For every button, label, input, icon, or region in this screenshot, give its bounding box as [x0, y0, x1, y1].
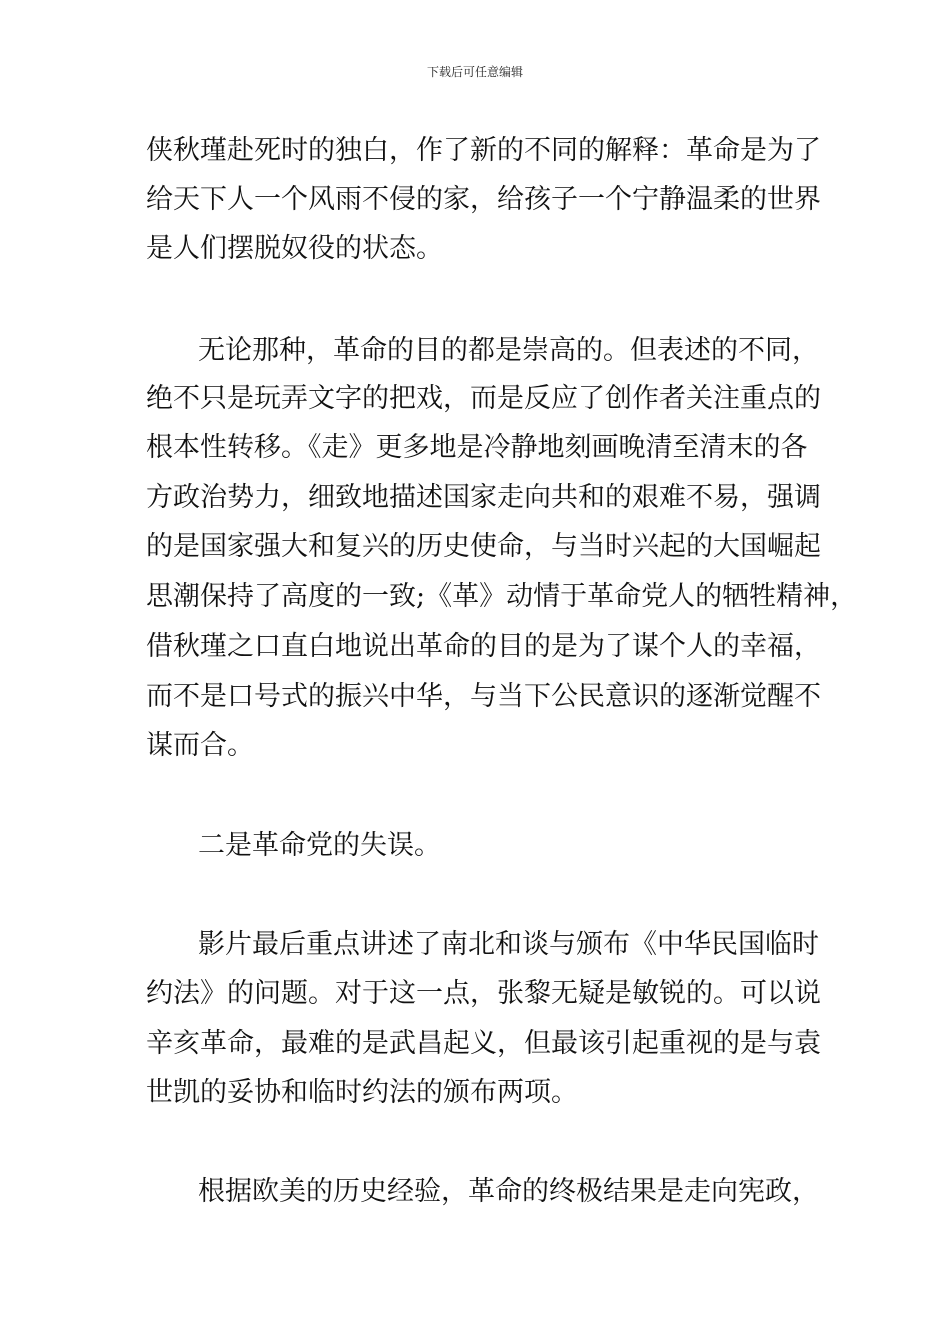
paragraph-4-line-2: 约法》的问题。对于这一点，张黎无疑是敏锐的。可以说 [146, 978, 821, 1009]
paragraph-2-line-1: 无论那种，革命的目的都是崇高的。但表述的不同， [198, 335, 819, 366]
paragraph-4-line-1: 影片最后重点讲述了南北和谈与颁布《中华民国临时 [198, 929, 819, 960]
page-header: 下载后可任意编辑 [426, 65, 523, 79]
paragraph-2-line-3: 根本性转移。《走》更多地是冷静地刻画晚清至清末的各 [146, 432, 808, 463]
paragraph-3-line-1: 二是革命党的失误。 [198, 830, 441, 861]
paragraph-2-line-6: 思潮保持了高度的一致;《革》动情于革命党人的牺牲精神， [146, 581, 858, 612]
paragraph-1-line-3: 是人们摆脱奴役的状态。 [146, 233, 443, 264]
paragraph-2-line-4: 方政治势力，细致地描述国家走向共和的艰难不易，强调 [146, 482, 821, 513]
paragraph-1-line-2: 给天下人一个风雨不侵的家，给孩子一个宁静温柔的世界 [146, 184, 821, 215]
paragraph-2-line-2: 绝不只是玩弄文字的把戏，而是反应了创作者关注重点的 [146, 383, 821, 414]
paragraph-4-line-4: 世凯的妥协和临时约法的颁布两项。 [146, 1077, 578, 1108]
paragraph-4-line-3: 辛亥革命，最难的是武昌起义，但最该引起重视的是与袁 [146, 1028, 821, 1059]
paragraph-2-line-7: 借秋瑾之口直白地说出革命的目的是为了谋个人的幸福， [146, 631, 821, 662]
paragraph-1-line-1: 侠秋瑾赴死时的独白，作了新的不同的解释：革命是为了 [146, 135, 821, 166]
paragraph-5-line-1: 根据欧美的历史经验，革命的终极结果是走向宪政， [198, 1176, 819, 1207]
paragraph-2-line-9: 谋而合。 [146, 730, 254, 761]
paragraph-2-line-5: 的是国家强大和复兴的历史使命，与当时兴起的大国崛起 [146, 531, 821, 562]
paragraph-2-line-8: 而不是口号式的振兴中华，与当下公民意识的逐渐觉醒不 [146, 681, 821, 712]
